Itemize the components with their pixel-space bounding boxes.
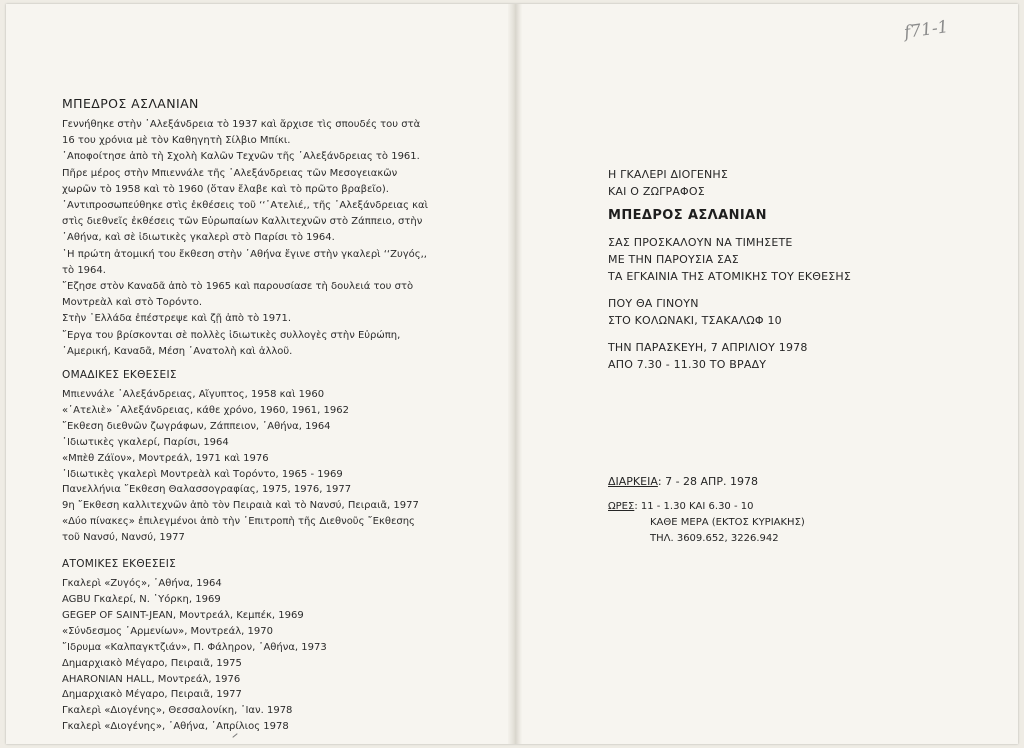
- list-item: Γκαλερὶ «Ζυγός», ᾿Αθήνα, 1964: [62, 578, 222, 590]
- pencil-annotation: f71-1: [902, 17, 950, 43]
- bio-line: Γεννήθηκε στὴν ᾿Αλεξάνδρεια τὸ 1937 καὶ ἄρχισε τὶς σπουδές του στὰ: [62, 119, 421, 130]
- list-item: «Σύνδεσμος ᾿Αρμενίων», Μοντρεάλ, 1970: [62, 625, 273, 637]
- hours-days: ΚΑΘΕ ΜΕΡΑ (ΕΚΤΟΣ ΚΥΡΙΑΚΗΣ): [650, 517, 805, 528]
- list-item: Γκαλερὶ «Διογένης», ᾿Αθήνα, ᾿Απρίλιος 1978: [62, 721, 289, 733]
- bio-line: ῾Η πρώτη ἀτομική του ἔκθεση στὴν ᾿Αθήνα ἔγινε στὴν γκαλερὶ ‘‘Ζυγός,,: [62, 248, 427, 260]
- bio-line: ᾿Αντιπροσωπεύθηκε στὶς ἐκθέσεις τοῦ ‘‘᾿Ατελιέ,, τῆς ᾿Αλεξάνδρειας καὶ: [62, 200, 429, 212]
- list-item: ᾿Ιδιωτικὲς γκαλερὶ Μοντρεὰλ καὶ Τορόντο, 1965 - 1969: [62, 468, 343, 480]
- bio-line: χωρῶν τὸ 1958 καὶ τὸ 1960 (ὅταν ἔλαβε καὶ τὸ πρῶτο βραβεῖο).: [62, 183, 389, 195]
- bio-line: στὶς διεθνεῖς ἐκθέσεις τῶν Εὐρωπαίων Καλλιτεχνῶν στὸ Ζάππειο, στὴν: [62, 216, 423, 228]
- list-item: τοῦ Νανσύ, Νανσύ, 1977: [62, 532, 185, 544]
- bio-line: ᾿Αποφοίτησε ἀπὸ τὴ Σχολὴ Καλῶν Τεχνῶν τῆς ᾿Αλεξάνδρειας τὸ 1961.: [62, 151, 420, 163]
- list-item: 9η ῎Εκθεση καλλιτεχνῶν ἀπὸ τὸν Πειραιὰ καὶ τὸ Νανσύ, Πειραιᾶ, 1977: [62, 500, 419, 512]
- opening-time-line: ΤΗΝ ΠΑΡΑΣΚΕΥΗ, 7 ΑΠΡΙΛΙΟΥ 1978: [608, 341, 808, 354]
- list-item: GEGEP OF SAINT-JEAN, Μοντρεάλ, Κεμπέκ, 1969: [62, 609, 304, 621]
- bio-line: Πῆρε μέρος στὴν Μπιεννάλε τῆς ᾿Αλεξάνδρειας τῶν Μεσογειακῶν: [62, 167, 398, 179]
- list-item: «Δύο πίνακες» ἐπιλεγμένοι ἀπὸ τὴν ᾿Επιτροπὴ τῆς Διεθνοῦς ῎Εκθεσης: [62, 516, 415, 528]
- list-item: «᾿Ατελιὲ» ᾿Αλεξάνδρειας, κάθε χρόνο, 1960, 1961, 1962: [62, 404, 349, 416]
- list-item: ᾿Ιδιωτικὲς γκαλερί, Παρίσι, 1964: [62, 436, 229, 448]
- list-item: AHARONIAN HALL, Μοντρεάλ, 1976: [62, 673, 241, 685]
- list-item: Δημαρχιακὸ Μέγαρο, Πειραιᾶ, 1975: [62, 657, 242, 669]
- bio-line: Στὴν ῾Ελλάδα ἐπέστρεψε καὶ ζῇ ἀπὸ τὸ 1971.: [62, 313, 292, 325]
- solo-exhibitions-list: [62, 576, 502, 735]
- bio-line: ᾿Αμερική, Καναδᾶ, Μέση ᾿Ανατολὴ καὶ ἀλλοῦ.: [62, 345, 293, 357]
- bio-line: τὸ 1964.: [62, 264, 106, 276]
- invitation-intro-line: ΚΑΙ Ο ΖΩΓΡΑΦΟΣ: [608, 185, 705, 198]
- page-fold: [508, 4, 522, 744]
- duration-label: ΔΙΑΡΚΕΙΑ: [608, 475, 658, 488]
- bio-line: ῎Εζησε στὸν Καναδᾶ ἀπὸ τὸ 1965 καὶ παρουσίασε τὴ δουλειά του στὸ: [62, 281, 414, 293]
- list-item: Γκαλερὶ «Διογένης», Θεσσαλονίκη, ᾿Ιαν. 1978: [62, 705, 293, 717]
- list-item: Μπιεννάλε ᾿Αλεξάνδρειας, Αἴγυπτος, 1958 καὶ 1960: [62, 389, 325, 401]
- list-item: «Μπὲθ Ζάϊον», Μοντρεάλ, 1971 καὶ 1976: [62, 452, 269, 464]
- biography: [62, 117, 502, 360]
- list-item: ῎Εκθεση διεθνῶν ζωγράφων, Ζάππειον, ᾿Αθήνα, 1964: [62, 420, 331, 432]
- bio-line: 16 του χρόνια μὲ τὸν Καθηγητὴ Σίλβιο Μπίκι.: [62, 135, 291, 147]
- hours-label: ΩΡΕΣ: [608, 501, 635, 512]
- list-item: AGBU Γκαλερί, Ν. ῾Υόρκη, 1969: [62, 594, 221, 606]
- opening-time-line: ΑΠΟ 7.30 - 11.30 ΤΟ ΒΡΑΔΥ: [608, 358, 767, 371]
- solo-exhibitions-heading: ΑΤΟΜΙΚΕΣ ΕΚΘΕΣΕΙΣ: [62, 558, 177, 571]
- invitation-line: ΣΑΣ ΠΡΟΣΚΑΛΟΥΝ ΝΑ ΤΙΜΗΣΕΤΕ: [608, 236, 793, 249]
- bio-line: Μοντρεὰλ καὶ στὸ Τορόντο.: [62, 297, 203, 309]
- right-page: [608, 166, 1008, 547]
- invitation-intro-line: Η ΓΚΑΛΕΡΙ ΔΙΟΓΕΝΗΣ: [608, 168, 729, 181]
- list-item: Πανελλήνια ῎Εκθεση Θαλασσογραφίας, 1975, 1976, 1977: [62, 484, 352, 496]
- opening-hours: [608, 499, 1008, 547]
- bio-line: ῎Εργα του βρίσκονται σὲ πολλὲς ἰδιωτικὲς συλλογὲς στὴν Εὐρώπη,: [62, 329, 401, 341]
- duration: [608, 473, 1008, 491]
- location-line: ΠΟΥ ΘΑ ΓΙΝΟΥΝ: [608, 297, 699, 310]
- location-line: ΣΤΟ ΚΟΛΩΝΑΚΙ, ΤΣΑΚΑΛΩΦ 10: [608, 314, 782, 327]
- artist-heading: ΜΠΕΔΡΟΣ ΑΣΛΑΝΙΑΝ: [62, 96, 199, 111]
- group-exhibitions-heading: ΟΜΑΔΙΚΕΣ ΕΚΘΕΣΕΙΣ: [62, 369, 177, 382]
- hours-value: : 11 - 1.30 ΚΑΙ 6.30 - 10: [634, 501, 754, 512]
- left-page: [62, 96, 502, 747]
- invitation-line: ΤΑ ΕΓΚΑΙΝΙΑ ΤΗΣ ΑΤΟΜΙΚΗΣ ΤΟΥ ΕΚΘΕΣΗΣ: [608, 270, 852, 283]
- group-exhibitions-list: [62, 387, 502, 546]
- bio-line: ᾿Αθήνα, καὶ σὲ ἰδιωτικὲς γκαλερὶ στὸ Παρίσι τὸ 1964.: [62, 232, 335, 244]
- list-item: ῎Ιδρυμα «Καλπαγκτζιάν», Π. Φάληρον, ᾿Αθήνα, 1973: [62, 641, 327, 653]
- invitation-line: ΜΕ ΤΗΝ ΠΑΡΟΥΣΙΑ ΣΑΣ: [608, 253, 739, 266]
- list-item: Δημαρχιακὸ Μέγαρο, Πειραιᾶ, 1977: [62, 689, 242, 701]
- artist-name: ΜΠΕΔΡΟΣ ΑΣΛΑΝΙΑΝ: [608, 208, 767, 223]
- duration-value: : 7 - 28 ΑΠΡ. 1978: [657, 475, 758, 488]
- phone-numbers: ΤΗΛ. 3609.652, 3226.942: [650, 533, 779, 544]
